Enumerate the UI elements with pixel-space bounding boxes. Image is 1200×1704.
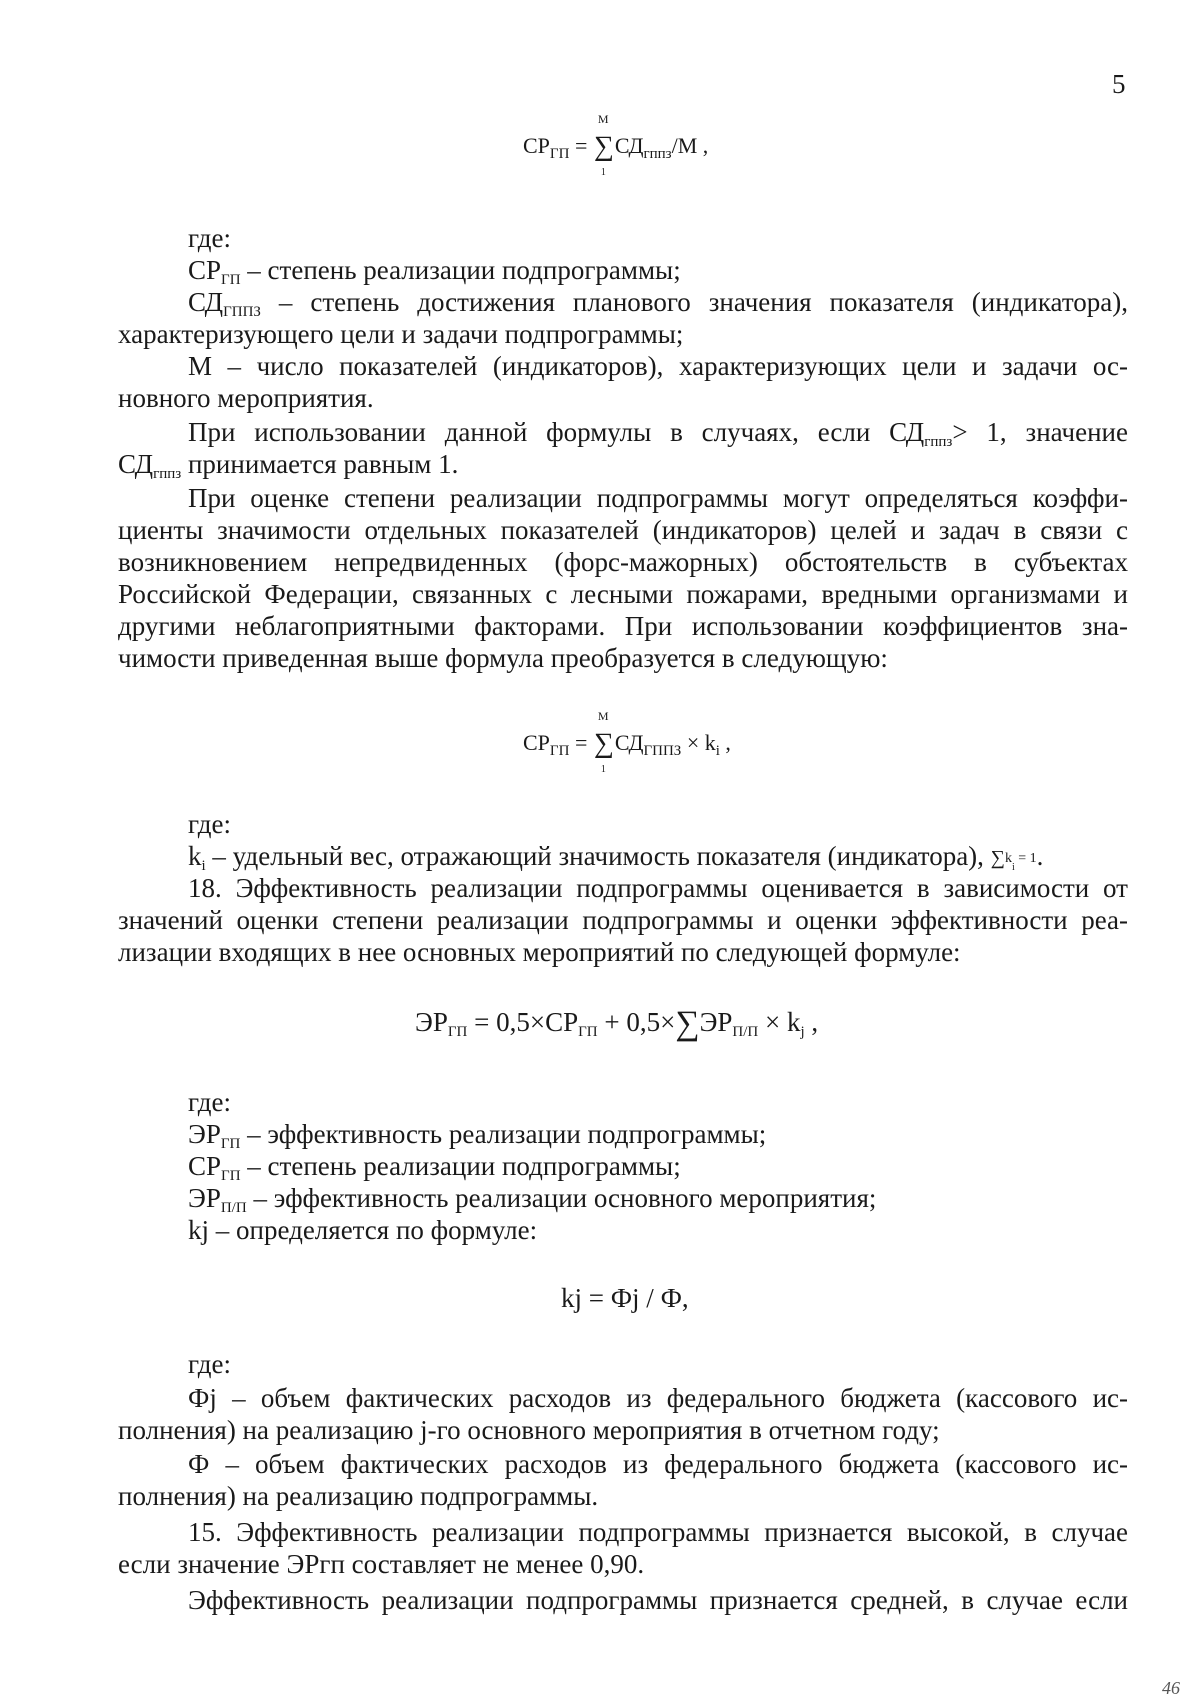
subscript: ГП [220,1136,241,1152]
symbol: ЭР [188,1183,221,1213]
formula-subscript: ГП [447,1024,468,1040]
subscript: гппз [153,466,182,482]
definition-er-pp [188,1182,876,1214]
definition-er [188,1118,766,1150]
definition-sr2 [188,1150,681,1182]
formula-subscript: j [800,1024,805,1040]
subscript: гппз [924,434,953,450]
definition-text: – эффективность реализации основного мероприятия; [246,1183,877,1213]
definition-sr [188,254,681,286]
sum-lower-limit: 1 [600,167,606,179]
subscript: ГППЗ [223,304,261,320]
definition-text: – степень реализации подпрограммы; [240,255,681,285]
formula-operator: = [569,730,593,755]
definition-m-line1: М – число показателей (индикаторов), характеризующих цели и задачи ос- [188,351,1128,381]
symbol: k [1004,851,1012,866]
formula-symbol: СР [523,133,550,158]
coef-paragraph-line: чимости приведенная выше формула преобразуется в следующую: [118,643,888,673]
coef-paragraph-line: Российской Федерации, связанных с лесными пожарами, вредными организмами и [118,579,1128,609]
sigma-icon: ∑ [593,131,614,163]
sigma-icon: ∑ [990,847,1005,869]
formula-kj: kj = Фj / Ф, [561,1283,689,1313]
formula-subscript: ГППЗ [643,743,682,759]
definition-fj-line: Фj – объем фактических расходов из федерального бюджета (кассового ис- [188,1383,1128,1413]
formula-er-gp [415,1006,818,1040]
symbol: ЭР [188,1119,221,1149]
formula-subscript: ГП [578,1024,598,1040]
sum-upper-limit: М [597,112,609,127]
definition-k [188,840,1043,875]
where-label: где: [188,1087,231,1117]
coef-paragraph-line: При оценке степени реализации подпрограммы могут определяться коэффи- [188,483,1128,513]
formula-rest: + 0,5× [597,1007,676,1037]
text: принимается равным 1. [181,449,459,479]
formula-rest: × k [681,730,716,755]
formula-symbol: СР [523,730,550,755]
p18-line: лизации входящих в нее основных мероприятий по следующей формуле: [118,937,961,967]
formula-symbol: ЭР [699,1007,733,1037]
sum-sign [593,709,615,776]
formula-rest: , [719,730,731,755]
where-label: где: [188,223,231,253]
sum-upper-limit: М [597,709,609,724]
formula-rest: = 1 [1014,851,1037,866]
formula-rest: , [804,1007,819,1037]
formula-subscript: П/П [732,1024,759,1040]
formula-symbol: СД [614,730,644,755]
pencil-page-mark: 46 [1162,1678,1180,1698]
subscript: ГП [221,1168,241,1184]
last-line: Эффективность реализации подпрограммы признается средней, в случае если [188,1585,1128,1615]
definition-fj-line: полнения) на реализацию j-го основного мероприятия в отчетном году; [118,1415,940,1445]
formula-symbol: ЭР [415,1007,448,1037]
formula-subscript: i [715,743,720,759]
definition-m-line2: новного мероприятия. [118,383,374,413]
coef-paragraph-line: циенты значимости отдельных показателей (индикаторов) целей и задач в связи с [118,515,1128,545]
formula-sr-gp [523,112,709,179]
definition-text: – удельный вес, отражающий значимость показателя (индикатора), [205,841,991,871]
subscript: ГП [221,272,241,288]
p18-line: 18. Эффективность реализации подпрограммы оценивается в зависимости от [188,873,1128,903]
subscript: П/П [220,1200,247,1216]
formula-subscript: гппз [643,146,672,162]
formula-subscript: ГП [549,146,570,162]
coef-paragraph-line: другими неблагоприятными факторами. При использовании коэффициентов зна- [118,611,1128,641]
sum-lower-limit: 1 [600,764,606,776]
subscript: i [201,858,206,874]
definition-text: – степень достижения планового значения показателя (индикатора), [260,287,1128,317]
coef-paragraph-line: возникновением непредвиденных (форс-мажорных) обстоятельств в субъектах [118,547,1128,577]
text: . [1036,841,1044,871]
definition-text: – степень реализации подпрограммы; [240,1151,681,1181]
definition-sd-line2: характеризующего цели и задачи подпрограммы; [118,319,684,349]
p15-line: 15. Эффективность реализации подпрограммы признается высокой, в случае [188,1517,1128,1547]
text: > 1, значение [952,417,1128,447]
subscript: i [1011,862,1015,873]
where-label: где: [188,1349,231,1379]
formula-symbol: СД [614,133,644,158]
definition-kj: kj – определяется по формуле: [188,1215,538,1245]
where-label: где: [188,809,231,839]
p15-line: если значение ЭРгп составляет не менее 0,90. [118,1549,645,1579]
formula-operator: = [569,133,593,158]
formula-rest: × k [758,1007,801,1037]
p18-line: значений оценки степени реализации подпрограммы и оценки эффективности реа- [118,905,1128,935]
formula-rest: /М , [671,133,709,158]
usage-line2 [118,448,458,480]
sum-sign [593,112,615,179]
definition-text: – эффективность реализации подпрограммы; [240,1119,767,1149]
formula-sr-gp-weighted [523,709,731,776]
usage-line1 [188,416,1128,448]
text: СД [118,449,154,479]
formula-subscript: ГП [549,743,570,759]
symbol: СД [188,287,224,317]
definition-f-line: Ф – объем фактических расходов из федерального бюджета (кассового ис- [188,1449,1128,1479]
symbol: k [188,841,202,871]
sigma-icon: ∑ [593,728,614,760]
text: При использовании данной формулы в случаях, если СД [188,417,925,447]
symbol: СР [188,255,222,285]
definition-sd-line1 [188,286,1128,318]
page-number: 5 [1112,69,1126,99]
definition-f-line: полнения) на реализацию подпрограммы. [118,1481,599,1511]
sigma-icon: ∑ [675,1005,700,1042]
symbol: СР [188,1151,222,1181]
formula-rest: = 0,5×СР [467,1007,579,1037]
